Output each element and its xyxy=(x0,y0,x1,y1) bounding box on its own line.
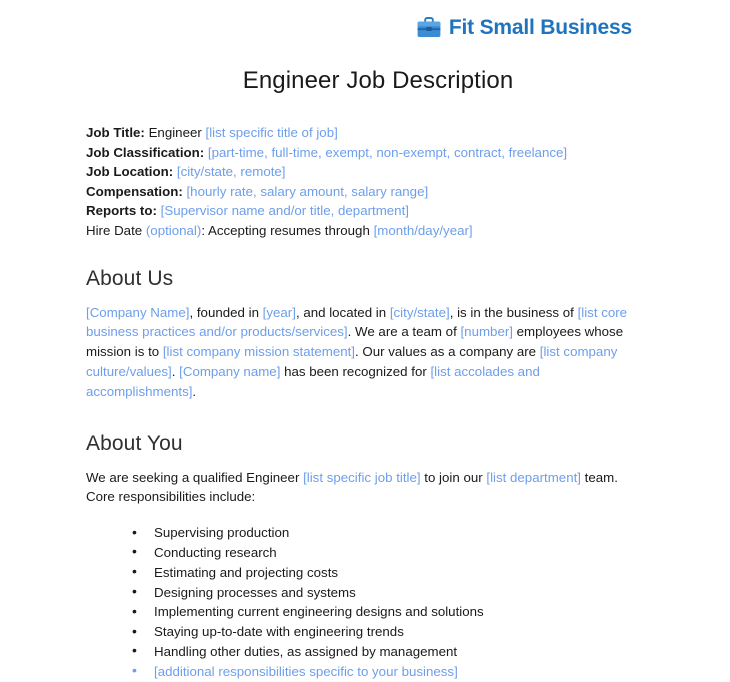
brand-logo xyxy=(0,0,730,40)
about-us-text-9: . xyxy=(192,383,197,399)
job-meta-block xyxy=(86,123,644,241)
document-body xyxy=(0,123,730,682)
job-title-value: Engineer xyxy=(148,125,202,140)
job-title-label: Job Title: xyxy=(86,125,145,140)
about-us-year: [year] xyxy=(262,304,296,320)
meta-reports-to xyxy=(86,201,644,221)
briefcase-icon xyxy=(416,16,442,40)
about-us-text-7: . xyxy=(171,363,180,379)
page-title: Engineer Job Description xyxy=(242,67,514,94)
about-us-paragraph xyxy=(86,303,644,402)
about-us-text-1: , founded in xyxy=(189,304,263,320)
hire-date-value: Accepting resumes through xyxy=(207,222,370,238)
list-item: • Estimating and projecting costs xyxy=(132,563,644,583)
meta-job-title xyxy=(86,123,644,143)
meta-job-classification xyxy=(86,143,644,163)
hire-date-label: Hire Date xyxy=(86,222,143,238)
hire-date-optional-note: (optional) xyxy=(145,222,202,238)
about-us-core-business: [list core business practices and/or products/services] xyxy=(86,304,628,340)
responsibilities-list xyxy=(86,523,644,681)
reports-to-placeholder: [Supervisor name and/or title, department] xyxy=(160,203,409,219)
about-us-text-3: , is in the business of xyxy=(449,304,578,320)
job-location-label: Job Location: xyxy=(86,164,174,180)
about-us-company-name: [Company Name] xyxy=(86,304,190,320)
about-you-text-3: team. Core responsibilities include: xyxy=(86,469,618,505)
list-item: • Handling other duties, as assigned by management xyxy=(132,642,644,662)
hire-date-placeholder: [month/day/year] xyxy=(373,222,473,238)
meta-hire-date xyxy=(86,221,644,241)
about-you-paragraph xyxy=(86,468,644,508)
brand-name: Fit Small Business xyxy=(448,16,632,39)
about-us-text-6: . Our values as a company are xyxy=(355,344,540,360)
about-us-city-state: [city/state] xyxy=(389,304,450,320)
about-us-accolades: [list accolades and accomplishments] xyxy=(86,363,540,399)
list-item: • Designing processes and systems xyxy=(132,583,644,603)
hire-date-colon: : xyxy=(201,222,206,238)
reports-to-label: Reports to: xyxy=(86,203,157,219)
about-you-text-1: We are seeking a qualified Engineer xyxy=(86,469,304,485)
about-us-culture-values: [list company culture/values] xyxy=(86,344,618,379)
section-heading-about-us: About Us xyxy=(86,266,174,290)
about-us-company-name-2: [Company name] xyxy=(179,363,281,379)
about-us-text-5: employees whose mission is to xyxy=(86,324,624,360)
meta-job-location xyxy=(86,162,644,182)
compensation-placeholder: [hourly rate, salary amount, salary range] xyxy=(186,183,429,199)
about-you-department: [list department] xyxy=(486,469,581,485)
about-us-mission: [list company mission statement] xyxy=(162,344,355,360)
about-us-text-2: , and located in xyxy=(295,304,390,320)
about-us-text-8: has been recognized for xyxy=(280,363,431,379)
list-item: • Conducting research xyxy=(132,543,644,563)
job-classification-label: Job Classification: xyxy=(86,144,205,160)
about-us-number: [number] xyxy=(460,324,513,340)
job-location-placeholder: [city/state, remote] xyxy=(176,164,286,180)
about-you-text-2: to join our xyxy=(420,469,487,485)
meta-compensation xyxy=(86,182,644,202)
list-item: • Implementing current engineering designs and solutions xyxy=(132,602,644,622)
list-item: • Supervising production xyxy=(132,523,644,543)
about-you-job-title: [list specific job title] xyxy=(303,469,421,485)
section-heading-about-you: About You xyxy=(86,431,183,455)
about-us-text-4: . We are a team of xyxy=(347,324,461,340)
list-item: • Staying up-to-date with engineering trends xyxy=(132,622,644,642)
job-classification-placeholder: [part-time, full-time, exempt, non-exempt, contract, freelance] xyxy=(207,144,568,160)
compensation-label: Compensation: xyxy=(86,183,183,199)
list-item: • [additional responsibilities specific to your business] xyxy=(132,662,644,682)
job-title-placeholder: [list specific title of job] xyxy=(205,125,338,140)
